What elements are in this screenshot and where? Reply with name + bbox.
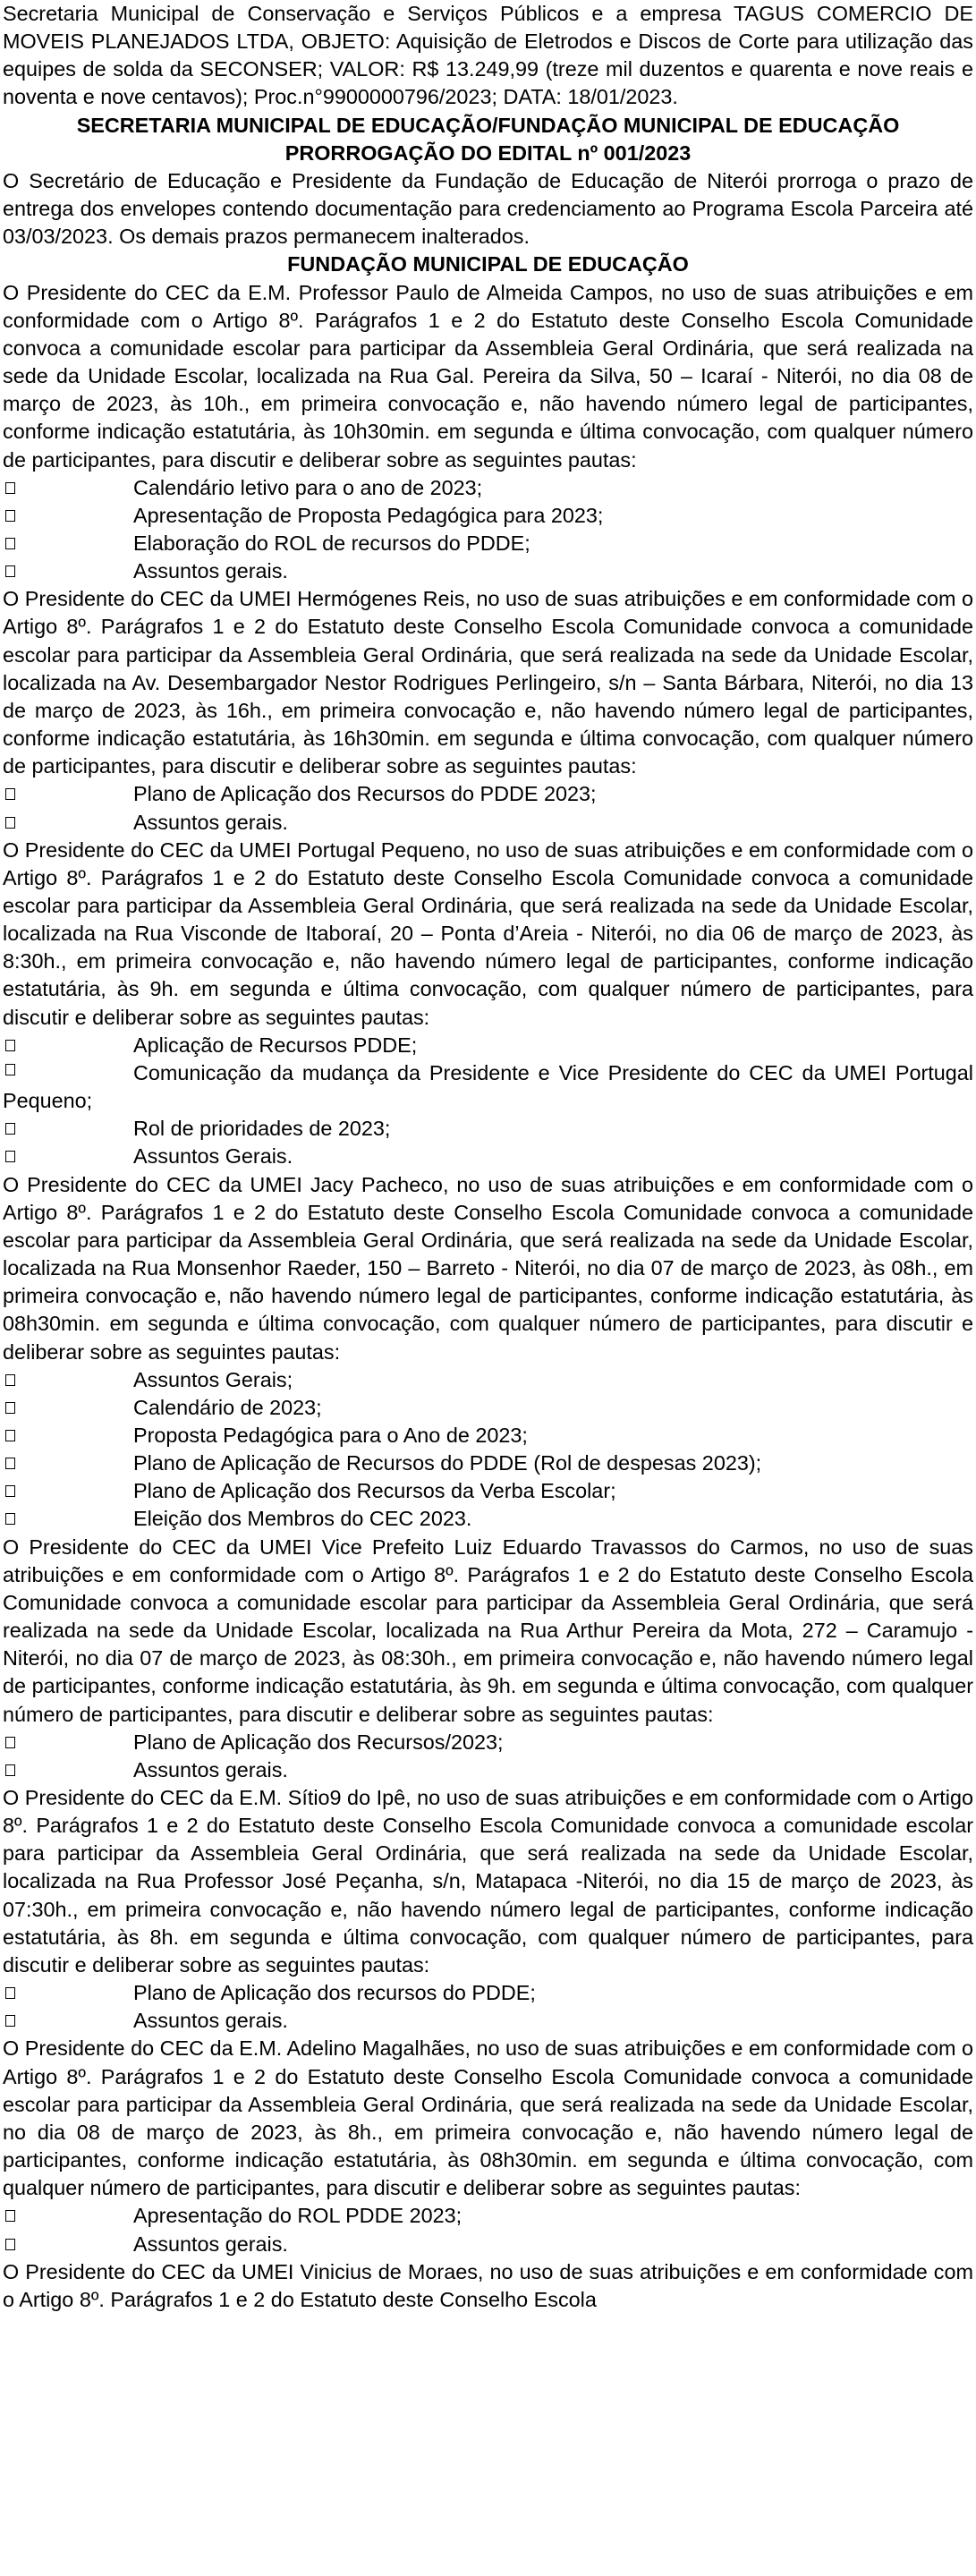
- notice-2: [3, 837, 973, 1171]
- checkbox-bullet-icon: [3, 1366, 133, 1394]
- checkbox-bullet-icon: [3, 1422, 133, 1450]
- notice-text: O Presidente do CEC da UMEI Portugal Pequeno, no uso de suas atribuições e em conformidade com o Artigo 8º. Parágrafos 1 e 2 do Estatuto deste Conselho Escola Comunidade convoca a comunidade escolar para participar da Assembleia Geral Ordinária, que será realizada na sede da Unidade Escolar, localizada na Rua Visconde de Itaboraí, 20 – Ponta d’Areia - Niterói, no dia 06 de março de 2023, às 8:30h., em primeira convocação e, não havendo número legal de participantes, conforme indicação estatutária, às 9h. em segunda e última convocação, com qualquer número de participantes, para discutir e deliberar sobre as seguintes pautas:: [3, 837, 973, 1029]
- notice-4: [3, 1534, 973, 1784]
- agenda-item: [3, 1477, 973, 1505]
- notice-0: [3, 279, 973, 586]
- notice-text: O Presidente do CEC da UMEI Vice Prefeito Luiz Eduardo Travassos do Carmos, no uso de suas atribuições e em conformidade com o Artigo 8º. Parágrafos 1 e 2 do Estatuto deste Conselho Escola Comunidade convoca a comunidade escolar para participar da Assembleia Geral Ordinária, que será realizada na sede da Unidade Escolar, localizada na Rua Arthur Pereira da Mota, 272 – Caramujo - Niterói, no dia 07 de março de 2023, às 08:30h., em primeira convocação e, não havendo número legal de participantes, conforme indicação estatutária, às 9h. em segunda e última convocação, com qualquer número de participantes, para discutir e deliberar sobre as seguintes pautas:: [3, 1535, 973, 1726]
- agenda-item: [3, 1450, 973, 1477]
- agenda-item-label: Assuntos gerais.: [133, 2009, 288, 2033]
- notice-text: O Presidente do CEC da E.M. Adelino Magalhães, no uso de suas atribuições e em conformidade com o Artigo 8º. Parágrafos 1 e 2 do Estatuto deste Conselho Escola Comunidade convoca a comunidade escolar para participar da Assembleia Geral Ordinária, que será realizada na sede da Unidade Escolar, no dia 08 de março de 2023, às 8h., em primeira convocação e, não havendo número legal de participantes, conforme indicação estatutária, às 08h30min. em segunda e última convocação, com qualquer número de participantes, para discutir e deliberar sobre as seguintes pautas:: [3, 2036, 973, 2200]
- checkbox-bullet-icon: [3, 530, 133, 557]
- notice-7: [3, 2258, 973, 2314]
- agenda-item: [3, 2231, 973, 2258]
- checkbox-bullet-icon: [3, 1115, 133, 1143]
- checkbox-bullet-icon: [3, 1143, 133, 1170]
- notice-text: O Presidente do CEC da E.M. Professor Paulo de Almeida Campos, no uso de suas atribuições e em conformidade com o Artigo 8º. Parágrafos 1 e 2 do Estatuto deste Conselho Escola Comunidade convoca a comunidade escolar para participar da Assembleia Geral Ordinária, que será realizada na sede da Unidade Escolar, localizada na Rua Gal. Pereira da Silva, 50 – Icaraí - Niterói, no dia 08 de março de 2023, às 10h., em primeira convocação e, não havendo número legal de participantes, conforme indicação estatutária, às 10h30min. em segunda e última convocação, com qualquer número de participantes, para discutir e deliberar sobre as seguintes pautas:: [3, 280, 973, 472]
- agenda-item: [3, 809, 973, 837]
- intro-paragraph: Secretaria Municipal de Conservação e Serviços Públicos e a empresa TAGUS COMERCIO DE MOVEIS PLANEJADOS LTDA, OBJETO: Aquisição de Eletrodos e Discos de Corte para utilização das equipes de solda da SECONSER; VALOR: R$ 13.249,99 (treze mil duzentos e quarenta e nove reais e noventa e nove centavos); Proc.n°9900000796/2023; DATA: 18/01/2023.: [3, 2, 973, 109]
- agenda-item-label: Assuntos gerais.: [133, 1757, 288, 1781]
- agenda-item: [3, 780, 973, 808]
- agenda-item-label: Assuntos Gerais.: [133, 1144, 293, 1169]
- notice-1: [3, 585, 973, 836]
- notice-5: [3, 1784, 973, 2035]
- agenda-item-label: Eleição dos Membros do CEC 2023.: [133, 1507, 472, 1531]
- agenda-item-label: Elaboração do ROL de recursos do PDDE;: [133, 531, 530, 555]
- agenda-item-label: Proposta Pedagógica para o Ano de 2023;: [133, 1423, 528, 1447]
- notice-text: O Presidente do CEC da UMEI Hermógenes Reis, no uso de suas atribuições e em conformidade com o Artigo 8º. Parágrafos 1 e 2 do Estatuto deste Conselho Escola Comunidade convoca a comunidade escolar para participar da Assembleia Geral Ordinária, que será realizada na sede da Unidade Escolar, localizada na Av. Desembargador Nestor Rodrigues Perlingeiro, s/n – Santa Bárbara, Niterói, no dia 13 de março de 2023, às 16h., em primeira convocação e, não havendo número legal de participantes, conforme indicação estatutária, às 16h30min. em segunda e última convocação, com qualquer número de participantes, para discutir e deliberar sobre as seguintes pautas:: [3, 587, 973, 778]
- agenda-item: [3, 2202, 973, 2230]
- agenda-item: [3, 1394, 973, 1422]
- checkbox-bullet-icon: [3, 1505, 133, 1533]
- agenda-item: [3, 1505, 973, 1533]
- checkbox-bullet-icon: [3, 2007, 133, 2035]
- checkbox-bullet-icon: [3, 2202, 133, 2230]
- agenda-item: [3, 2007, 973, 2035]
- agenda-item-label: Apresentação do ROL PDDE 2023;: [133, 2204, 463, 2228]
- notice-text: O Presidente do CEC da UMEI Vinicius de Moraes, no uso de suas atribuições e em conformidade com o Artigo 8º. Parágrafos 1 e 2 do Estatuto deste Conselho Escola: [3, 2259, 973, 2311]
- notice-6: [3, 2035, 973, 2257]
- heading-secretaria: SECRETARIA MUNICIPAL DE EDUCAÇÃO/FUNDAÇÃO MUNICIPAL DE EDUCAÇÃO: [76, 113, 900, 137]
- agenda-item: [3, 1032, 973, 1059]
- notice-text: O Presidente do CEC da UMEI Jacy Pacheco, no uso de suas atribuições e em conformidade com o Artigo 8º. Parágrafos 1 e 2 do Estatuto deste Conselho Escola Comunidade convoca a comunidade escolar para participar da Assembleia Geral Ordinária, que será realizada na sede da Unidade Escolar, localizada na Rua Monsenhor Raeder, 150 – Barreto - Niterói, no dia 07 de março de 2023, às 08h., em primeira convocação e, não havendo número legal de participantes, conforme indicação estatutária, às 08h30min. em segunda e última convocação, com qualquer número de participantes, para discutir e deliberar sobre as seguintes pautas:: [3, 1172, 973, 1364]
- agenda-item-label: Assuntos gerais.: [133, 810, 288, 834]
- checkbox-bullet-icon: [3, 809, 133, 837]
- checkbox-bullet-icon: [3, 1062, 133, 1080]
- agenda-item: [3, 1729, 973, 1756]
- agenda-item-label: Comunicação da mudança da Presidente e Vice Presidente do CEC da UMEI Portugal Pequeno;: [3, 1060, 973, 1113]
- agenda-item: [3, 1366, 973, 1394]
- checkbox-bullet-icon: [3, 1032, 133, 1059]
- agenda-item: [3, 502, 973, 530]
- agenda-item-label: Plano de Aplicação dos Recursos da Verba Escolar;: [133, 1479, 616, 1503]
- agenda-item-label: Plano de Aplicação dos Recursos do PDDE 2023;: [133, 782, 597, 806]
- checkbox-bullet-icon: [3, 1756, 133, 1784]
- agenda-item-label: Assuntos Gerais;: [133, 1367, 293, 1391]
- agenda-item: [3, 1115, 973, 1143]
- agenda-item: [3, 1059, 973, 1115]
- notice-text: O Presidente do CEC da E.M. Sítio9 do Ipê, no uso de suas atribuições e em conformidade com o Artigo 8º. Parágrafos 1 e 2 do Estatuto deste Conselho Escola Comunidade convoca a comunidade escolar para participar da Assembleia Geral Ordinária, que será realizada na sede da Unidade Escolar, localizada na Rua Professor José Peçanha, s/n, Matapaca -Niterói, no dia 15 de março de 2023, às 07:30h., em primeira convocação e, não havendo número legal de participantes, conforme indicação estatutária, às 8h. em segunda e última convocação, com qualquer número de participantes, para discutir e deliberar sobre as seguintes pautas:: [3, 1786, 973, 1977]
- agenda-item: [3, 530, 973, 557]
- agenda-item-label: Plano de Aplicação de Recursos do PDDE (Rol de despesas 2023);: [133, 1451, 762, 1475]
- checkbox-bullet-icon: [3, 1394, 133, 1422]
- checkbox-bullet-icon: [3, 502, 133, 530]
- heading-fundacao: FUNDAÇÃO MUNICIPAL DE EDUCAÇÃO: [287, 252, 689, 276]
- heading-prorrogacao: PRORROGAÇÃO DO EDITAL nº 001/2023: [284, 140, 692, 165]
- checkbox-bullet-icon: [3, 780, 133, 808]
- agenda-item-label: Plano de Aplicação dos recursos do PDDE;: [133, 1981, 536, 2005]
- checkbox-bullet-icon: [3, 1979, 133, 2007]
- checkbox-bullet-icon: [3, 1477, 133, 1505]
- agenda-item-label: Plano de Aplicação dos Recursos/2023;: [133, 1730, 504, 1754]
- agenda-item: [3, 1979, 973, 2007]
- agenda-item-label: Assuntos gerais.: [133, 559, 288, 583]
- agenda-item: [3, 474, 973, 502]
- checkbox-bullet-icon: [3, 1729, 133, 1756]
- agenda-item-label: Aplicação de Recursos PDDE;: [133, 1033, 418, 1057]
- agenda-item-label: Calendário de 2023;: [133, 1395, 322, 1419]
- checkbox-bullet-icon: [3, 474, 133, 502]
- checkbox-bullet-icon: [3, 1450, 133, 1477]
- agenda-item: [3, 1422, 973, 1450]
- agenda-item-label: Calendário letivo para o ano de 2023;: [133, 475, 483, 499]
- notice-3: [3, 1171, 973, 1534]
- agenda-item: [3, 557, 973, 585]
- prorrogacao-paragraph: O Secretário de Educação e Presidente da Fundação de Educação de Niterói prorroga o prazo de entrega dos envelopes contendo documentação para credenciamento ao Programa Escola Parceira até 03/03/2023. Os demais prazos permanecem inalterados.: [3, 168, 973, 249]
- agenda-item-label: Apresentação de Proposta Pedagógica para 2023;: [133, 503, 604, 527]
- checkbox-bullet-icon: [3, 557, 133, 585]
- agenda-item-label: Assuntos gerais.: [133, 2232, 288, 2256]
- agenda-item-label: Rol de prioridades de 2023;: [133, 1117, 391, 1141]
- agenda-item: [3, 1756, 973, 1784]
- agenda-item: [3, 1143, 973, 1170]
- checkbox-bullet-icon: [3, 2231, 133, 2258]
